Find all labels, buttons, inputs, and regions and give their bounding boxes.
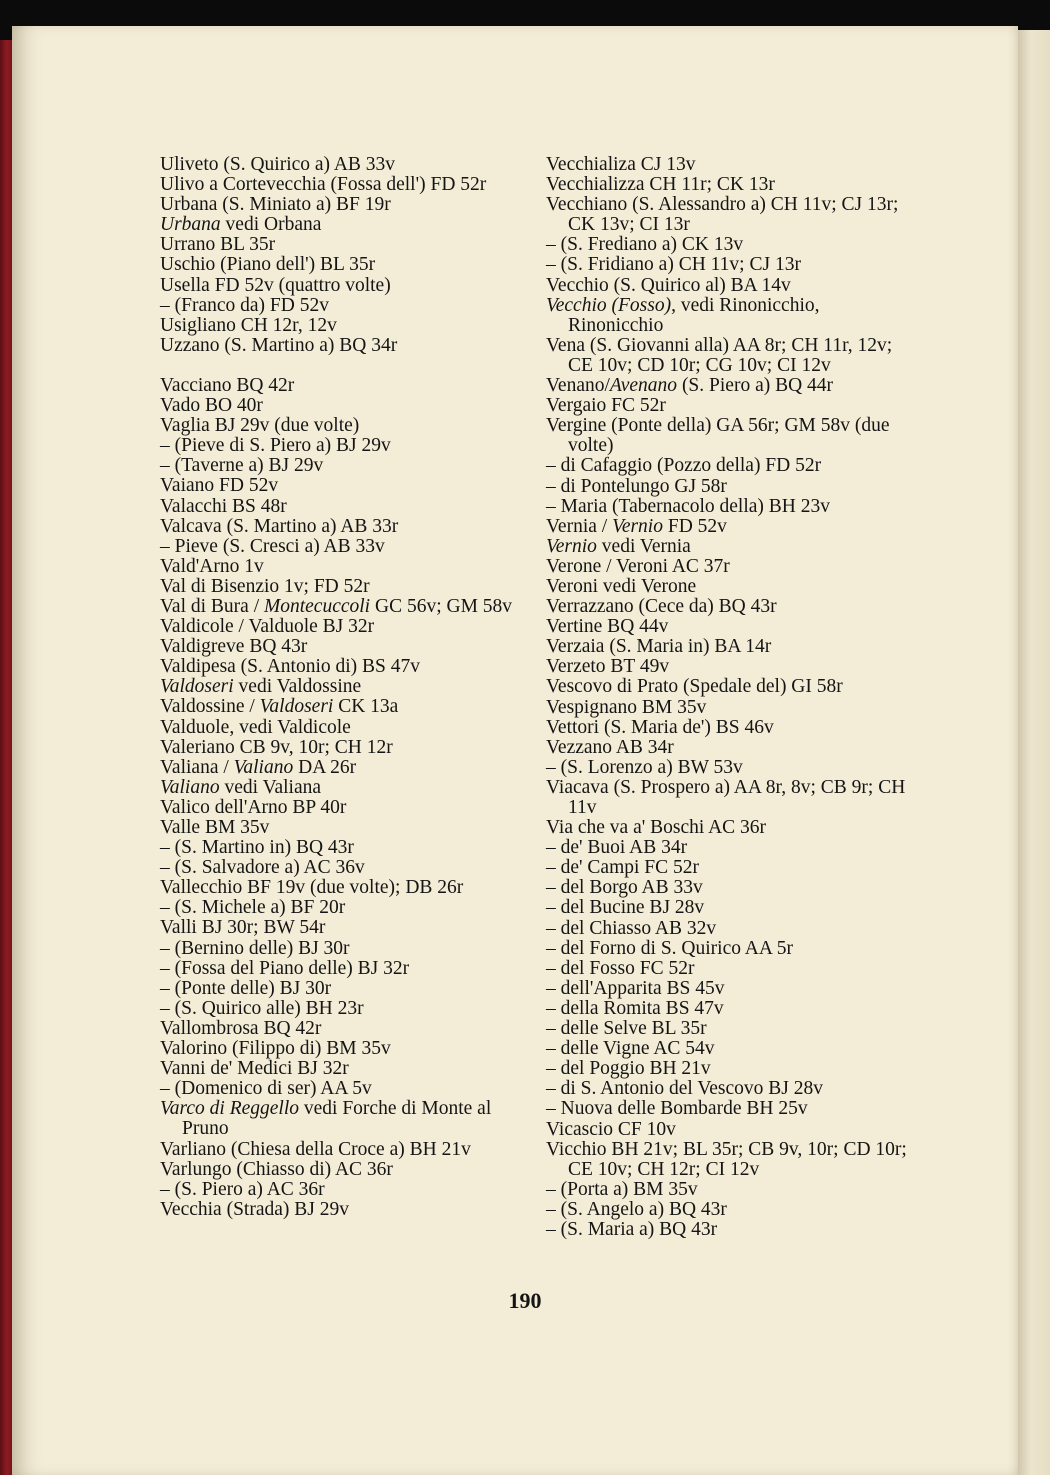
index-entry [160, 597, 525, 617]
index-entry [160, 255, 525, 275]
index-entry [160, 979, 525, 999]
entry-text: Valiana / [160, 756, 234, 778]
index-entry [546, 1079, 911, 1099]
index-entry [546, 255, 911, 275]
entry-text: Via che va a' Boschi AC 36r [546, 817, 767, 839]
left-column [160, 155, 525, 1220]
index-entry [546, 1059, 911, 1079]
entry-text: Venano/ [546, 375, 610, 397]
entry-text: Varlungo (Chiasso di) AC 36r [160, 1158, 393, 1180]
index-entry [160, 999, 525, 1019]
entry-text: Vespignano BM 35v [546, 696, 707, 718]
index-entry [546, 878, 911, 898]
index-entry [546, 718, 911, 738]
index-entry [160, 235, 525, 255]
index-entry [160, 1019, 525, 1039]
index-entry [160, 798, 525, 818]
index-entry [160, 677, 525, 697]
entry-text: vedi Valdossine [233, 676, 362, 698]
entry-text: Valico dell'Arno BP 40r [160, 796, 347, 818]
italic-term: Valiano [160, 776, 220, 798]
entry-text: Vecchia (Strada) BJ 29v [160, 1198, 349, 1220]
entry-text: – Nuova delle Bombarde BH 25v [546, 1098, 808, 1120]
entry-text: – (S. Fridiano a) CH 11v; CJ 13r [546, 254, 801, 276]
index-entry [160, 296, 525, 316]
entry-text: – del Fosso FC 52r [546, 957, 695, 979]
index-entry [546, 617, 911, 637]
index-entry [546, 477, 911, 497]
entry-text: Urbana (S. Miniato a) BF 19r [160, 194, 391, 216]
index-entry [546, 959, 911, 979]
entry-text: – dell'Apparita BS 45v [546, 977, 725, 999]
entry-text: Usella FD 52v (quattro volte) [160, 274, 391, 296]
entry-text: Vergaio FC 52r [546, 395, 666, 417]
entry-text: Vecchializza CH 11r; CK 13r [546, 174, 775, 196]
entry-text: Valacchi BS 48r [160, 495, 287, 517]
entry-text: Vecchio (S. Quirico al) BA 14v [546, 274, 791, 296]
index-entry [160, 1059, 525, 1079]
entry-text: – de' Campi FC 52r [546, 857, 700, 879]
index-entry [160, 637, 525, 657]
index-entry [160, 898, 525, 918]
entry-text: – del Forno di S. Quirico AA 5r [546, 937, 793, 959]
index-entry [160, 336, 525, 356]
entry-text: Valeriano CB 9v, 10r; CH 12r [160, 736, 393, 758]
index-entry [546, 175, 911, 195]
entry-text: – (Ponte delle) BJ 30r [160, 977, 332, 999]
italic-term: Vernio [612, 515, 663, 537]
entry-text: – (S. Maria a) BQ 43r [546, 1218, 718, 1240]
index-entry [160, 738, 525, 758]
index-entry [160, 939, 525, 959]
index-entry [160, 858, 525, 878]
adjacent-page-edge [1018, 30, 1050, 1475]
entry-text: Vecchializa CJ 13v [546, 154, 696, 175]
entry-text: – (S. Quirico alle) BH 23r [160, 997, 364, 1019]
entry-text: – di Pontelungo GJ 58r [546, 475, 727, 497]
entry-text: (S. Piero a) BQ 44r [677, 375, 834, 397]
italic-term: Urbana [160, 214, 221, 236]
index-entry [546, 657, 911, 677]
entry-text: – (S. Angelo a) BQ 43r [546, 1198, 727, 1220]
index-entry [546, 1140, 911, 1180]
index-entry [160, 517, 525, 537]
right-column [546, 155, 911, 1240]
italic-term: Valdoseri [160, 676, 234, 698]
entry-text: – Pieve (S. Cresci a) AB 33v [160, 535, 385, 557]
index-entry [546, 818, 911, 838]
page-number: 190 [508, 1288, 542, 1313]
index-entry [546, 557, 911, 577]
entry-text: – (Bernino delle) BJ 30r [160, 937, 350, 959]
entry-text: – del Chiasso AB 32v [546, 917, 717, 939]
index-entry [546, 396, 911, 416]
entry-text: Vertine BQ 44v [546, 616, 669, 638]
entry-text: Viacava (S. Prospero a) AA 8r, 8v; CB 9r; CH 11v [546, 776, 906, 818]
entry-text: – (Franco da) FD 52v [160, 294, 329, 316]
entry-text: Verzeto BT 49v [546, 656, 670, 678]
entry-text: Verone / Veroni AC 37r [546, 555, 730, 577]
entry-text: – (S. Frediano a) CK 13v [546, 234, 744, 256]
index-entry [160, 476, 525, 496]
index-entry [160, 918, 525, 938]
entry-text: Vanni de' Medici BJ 32r [160, 1058, 349, 1080]
entry-text: – (S. Martino in) BQ 43r [160, 837, 354, 859]
entry-text: Valle BM 35v [160, 817, 270, 838]
index-entry [546, 637, 911, 657]
entry-text: – di Cafaggio (Pozzo della) FD 52r [546, 455, 822, 477]
entry-text: Uliveto (S. Quirico a) AB 33v [160, 154, 396, 175]
index-entry [546, 577, 911, 597]
entry-text: – (S. Piero a) AC 36r [160, 1178, 325, 1200]
index-entry [546, 456, 911, 476]
entry-text: – (Fossa del Piano delle) BJ 32r [160, 957, 410, 979]
entry-text: Valli BJ 30r; BW 54r [160, 917, 326, 939]
entry-text: – (S. Salvadore a) AC 36v [160, 857, 365, 879]
entry-text: Valdigreve BQ 43r [160, 636, 308, 658]
entry-text: Vicascio CF 10v [546, 1118, 676, 1140]
index-entry [546, 1019, 911, 1039]
index-entry [546, 1200, 911, 1220]
entry-text: – delle Selve BL 35r [546, 1018, 707, 1040]
entry-text: Valdossine / [160, 696, 260, 718]
entry-text: – (Taverne a) BJ 29v [160, 455, 324, 477]
index-entry [546, 858, 911, 878]
entry-text: Usigliano CH 12r, 12v [160, 314, 337, 336]
index-entry [160, 718, 525, 738]
index-entry [546, 537, 911, 557]
index-entry [160, 537, 525, 557]
entry-text: – del Bucine BJ 28v [546, 897, 705, 919]
entry-text: Vezzano AB 34r [546, 736, 674, 758]
entry-text: Valdipesa (S. Antonio di) BS 47v [160, 656, 421, 678]
index-entry [160, 396, 525, 416]
entry-text: Varliano (Chiesa della Croce a) BH 21v [160, 1138, 471, 1160]
index-entry [546, 979, 911, 999]
index-entry [160, 818, 525, 838]
index-entry [160, 276, 525, 296]
italic-term: Avenano [609, 375, 678, 397]
index-entry [160, 1140, 525, 1160]
entry-text: Val di Bisenzio 1v; FD 52r [160, 575, 370, 597]
index-entry [160, 778, 525, 798]
index-entry [160, 959, 525, 979]
entry-text: Vaiano FD 52v [160, 475, 279, 497]
entry-text: DA 26r [293, 756, 357, 778]
index-entry [546, 155, 911, 175]
index-entry [546, 838, 911, 858]
italic-term: Vernio [546, 535, 597, 557]
index-entry [546, 778, 911, 818]
entry-text: vedi Vernia [596, 535, 691, 557]
index-entry [546, 939, 911, 959]
entry-text: Ulivo a Cortevecchia (Fossa dell') FD 52r [160, 174, 487, 196]
entry-text: – del Borgo AB 33v [546, 877, 703, 899]
index-entry [160, 1099, 525, 1139]
entry-text: vedi Orbana [220, 214, 322, 236]
index-entry [546, 376, 911, 396]
entry-text: – (Porta a) BM 35v [546, 1178, 698, 1200]
index-entry [546, 276, 911, 296]
entry-text: Vecchiano (S. Alessandro a) CH 11v; CJ 13r; CK 13v; CI 13r [546, 194, 899, 236]
index-entry [160, 1039, 525, 1059]
entry-text: Valorino (Filippo di) BM 35v [160, 1038, 391, 1060]
index-entry [160, 195, 525, 215]
entry-text: CK 13a [333, 696, 399, 718]
entry-text: Vena (S. Giovanni alla) AA 8r; CH 11r, 12v; CE 10v; CD 10r; CG 10v; CI 12v [546, 334, 893, 376]
index-entry [546, 597, 911, 617]
index-entry [546, 919, 911, 939]
index-entry [160, 878, 525, 898]
index-entry [160, 758, 525, 778]
entry-text: Vacciano BQ 42r [160, 374, 295, 396]
entry-text: – (S. Michele a) BF 20r [160, 897, 346, 919]
entry-text: Vergine (Ponte della) GA 56r; GM 58v (due volte) [546, 415, 890, 457]
entry-text: Veroni vedi Verone [546, 575, 697, 597]
index-entry [160, 1160, 525, 1180]
index-entry [546, 898, 911, 918]
entry-text: Vaglia BJ 29v (due volte) [160, 415, 360, 437]
entry-text: Verrazzano (Cece da) BQ 43r [546, 596, 777, 618]
italic-term: Montecuccoli [263, 595, 371, 617]
index-entry [546, 1120, 911, 1140]
entry-text: – delle Vigne AC 54v [546, 1038, 715, 1060]
italic-term: Varco di Reggello [160, 1098, 299, 1120]
entry-text: – (Domenico di ser) AA 5v [160, 1078, 372, 1100]
index-entry [160, 1180, 525, 1200]
entry-text: Uzzano (S. Martino a) BQ 34r [160, 334, 398, 356]
index-entry [160, 497, 525, 517]
index-entry [546, 758, 911, 778]
index-entry [160, 416, 525, 436]
index-entry [546, 1039, 911, 1059]
entry-text: Vernia / [546, 515, 613, 537]
entry-text: Vescovo di Prato (Spedale del) GI 58r [546, 676, 843, 698]
index-entry [160, 436, 525, 456]
index-entry [546, 416, 911, 456]
index-entry [160, 577, 525, 597]
index-entry [546, 497, 911, 517]
italic-term: Valdoseri [259, 696, 334, 718]
entry-text: Urrano BL 35r [160, 234, 276, 256]
entry-text: – del Poggio BH 21v [546, 1058, 711, 1080]
index-entry [160, 838, 525, 858]
entry-text: Vicchio BH 21v; BL 35r; CB 9v, 10r; CD 10r; CE 10v; CH 12r; CI 12v [546, 1138, 907, 1180]
italic-term: Vecchio (Fosso) [546, 294, 672, 316]
index-entry [160, 617, 525, 637]
index-entry [546, 738, 911, 758]
entry-text: – (Pieve di S. Piero a) BJ 29v [160, 435, 391, 457]
entry-text: , vedi Rinonicchio, Rinonicchio [568, 294, 820, 336]
entry-text: Vado BO 40r [160, 395, 263, 417]
italic-term: Valiano [233, 756, 294, 778]
entry-text: Valduole, vedi Valdicole [160, 716, 351, 738]
entry-text: – di S. Antonio del Vescovo BJ 28v [546, 1078, 823, 1100]
entry-text: – (S. Lorenzo a) BW 53v [546, 756, 743, 778]
entry-text: vedi Valiana [219, 776, 322, 798]
entry-text: Uschio (Piano dell') BL 35r [160, 254, 376, 276]
entry-text: Vald'Arno 1v [160, 555, 264, 577]
index-entry [160, 1079, 525, 1099]
index-entry [160, 316, 525, 336]
entry-text: – della Romita BS 47v [546, 997, 724, 1019]
index-entry [546, 195, 911, 235]
index-entry [160, 697, 525, 717]
index-entry [160, 1200, 525, 1220]
index-entry [160, 376, 525, 396]
entry-text: Valcava (S. Martino a) AB 33r [160, 515, 399, 537]
entry-text: Valdicole / Valduole BJ 32r [160, 616, 375, 638]
entry-text: Vallombrosa BQ 42r [160, 1017, 322, 1039]
index-entry [546, 296, 911, 336]
entry-text: Vettori (S. Maria de') BS 46v [546, 716, 774, 738]
entry-text: FD 52v [662, 515, 727, 537]
entry-text: – Maria (Tabernacolo della) BH 23v [546, 495, 830, 517]
entry-text: – de' Buoi AB 34r [546, 837, 688, 859]
index-entry [546, 677, 911, 697]
index-entry [546, 698, 911, 718]
index-entry [160, 175, 525, 195]
index-entry [546, 1220, 911, 1240]
index-entry [160, 215, 525, 235]
index-entry [546, 235, 911, 255]
entry-text: Val di Bura / [160, 595, 264, 617]
entry-text: GC 56v; GM 58v [370, 595, 513, 617]
index-entry [546, 336, 911, 376]
index-entry [160, 155, 525, 175]
index-entry [546, 517, 911, 537]
index-entry [546, 999, 911, 1019]
entry-text: Verzaia (S. Maria in) BA 14r [546, 636, 772, 658]
index-entry [546, 1099, 911, 1119]
entry-text: Vallecchio BF 19v (due volte); DB 26r [160, 877, 464, 899]
index-entry [160, 657, 525, 677]
index-entry [160, 557, 525, 577]
index-entry [546, 1180, 911, 1200]
entry-text: vedi Forche di Monte al Pruno [182, 1098, 492, 1140]
index-entry [160, 456, 525, 476]
